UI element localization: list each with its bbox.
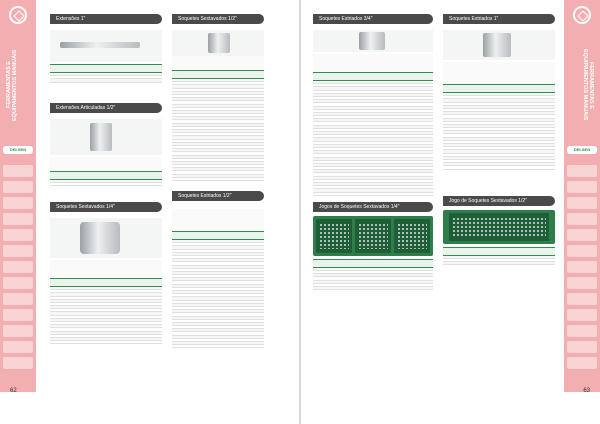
technical-drawing	[172, 209, 264, 231]
left-sidebar	[0, 0, 36, 392]
sidebar-tab[interactable]	[567, 213, 597, 225]
spec-table	[50, 278, 162, 344]
sidebar-tab[interactable]	[3, 309, 33, 321]
product-drawing	[443, 30, 555, 60]
brand-logo-icon	[9, 6, 27, 24]
socket-image	[359, 32, 385, 50]
spec-table	[172, 70, 264, 181]
extension-image	[60, 42, 140, 48]
right-page	[301, 0, 600, 424]
section-header: Jogo de Soquetes Sextavados 1/2"	[443, 196, 555, 206]
spec-table	[313, 72, 433, 196]
sidebar-tab[interactable]	[567, 165, 597, 177]
sidebar-tab[interactable]	[567, 261, 597, 273]
socket-image	[80, 222, 120, 254]
spec-table	[172, 231, 264, 348]
technical-drawing	[313, 54, 433, 72]
page-number: 62	[10, 388, 17, 394]
sidebar-tab[interactable]	[3, 197, 33, 209]
sidebar-tabs	[567, 165, 597, 373]
sidebar-tab[interactable]	[3, 357, 33, 369]
sidebar-tab[interactable]	[567, 325, 597, 337]
product-drawing	[50, 30, 162, 62]
sidebar-tab[interactable]	[567, 181, 597, 193]
sidebar-tab[interactable]	[567, 277, 597, 289]
socket-image	[483, 33, 511, 57]
brand-logo-icon	[573, 6, 591, 24]
section-header: Extensões 1"	[50, 14, 162, 24]
sidebar-tab[interactable]	[3, 229, 33, 241]
product-drawing	[50, 218, 162, 258]
socket-image	[90, 123, 112, 151]
section-header: Soquetes Sextavados 1/4"	[50, 202, 162, 212]
kit-table	[443, 247, 555, 266]
kit-image	[443, 210, 555, 244]
brand-label: DELSEN	[3, 146, 33, 154]
right-column-2	[443, 14, 555, 268]
left-column-1	[50, 14, 162, 344]
sidebar-tab[interactable]	[3, 213, 33, 225]
sidebar-tab[interactable]	[3, 293, 33, 305]
section-header: Soquetes Estriados 3/4"	[313, 14, 433, 24]
product-drawing	[50, 119, 162, 155]
kit-image	[313, 216, 433, 256]
sidebar-tab[interactable]	[567, 229, 597, 241]
sidebar-tab[interactable]	[3, 165, 33, 177]
left-column-2	[172, 14, 264, 348]
technical-drawing	[172, 56, 264, 70]
sidebar-title: FERRAMENTAS E EQUIPAMENTOS MANUAIS	[582, 49, 594, 121]
sidebar-tabs	[3, 165, 33, 373]
product-codes	[172, 203, 264, 207]
sidebar-tab[interactable]	[567, 245, 597, 257]
spec-table	[443, 84, 555, 170]
sidebar-tab[interactable]	[3, 245, 33, 257]
section-header: Soquetes Estriados 1/2"	[172, 191, 264, 201]
spec-table	[50, 171, 162, 186]
kit-table	[313, 259, 433, 290]
technical-drawing	[50, 260, 162, 278]
brand-label: DELSEN	[567, 146, 597, 154]
sidebar-tab[interactable]	[567, 293, 597, 305]
sidebar-tab[interactable]	[3, 261, 33, 273]
sidebar-tab[interactable]	[567, 309, 597, 321]
left-page	[0, 0, 299, 424]
right-column-1	[313, 14, 433, 293]
spec-table	[50, 64, 162, 83]
sidebar-tab[interactable]	[567, 341, 597, 353]
right-sidebar	[564, 0, 600, 392]
sidebar-tab[interactable]	[567, 197, 597, 209]
sidebar-title: FERRAMENTAS E EQUIPAMENTOS MANUAIS	[6, 49, 18, 121]
socket-image	[208, 33, 230, 53]
section-header: Soquetes Sextavados 1/2"	[172, 14, 264, 24]
page-number: 63	[583, 388, 590, 394]
section-header: Soquetes Estriados 1"	[443, 14, 555, 24]
sidebar-tab[interactable]	[567, 357, 597, 369]
section-header: Jogos de Soquetes Sextavados 1/4"	[313, 202, 433, 212]
product-drawing	[172, 30, 264, 56]
product-drawing	[313, 30, 433, 52]
sidebar-tab[interactable]	[3, 277, 33, 289]
sidebar-tab[interactable]	[3, 341, 33, 353]
section-header: Extensões Articuladas 1/2"	[50, 103, 162, 113]
technical-drawing	[50, 157, 162, 171]
sidebar-tab[interactable]	[3, 325, 33, 337]
sidebar-tab[interactable]	[3, 181, 33, 193]
technical-drawing	[443, 62, 555, 84]
